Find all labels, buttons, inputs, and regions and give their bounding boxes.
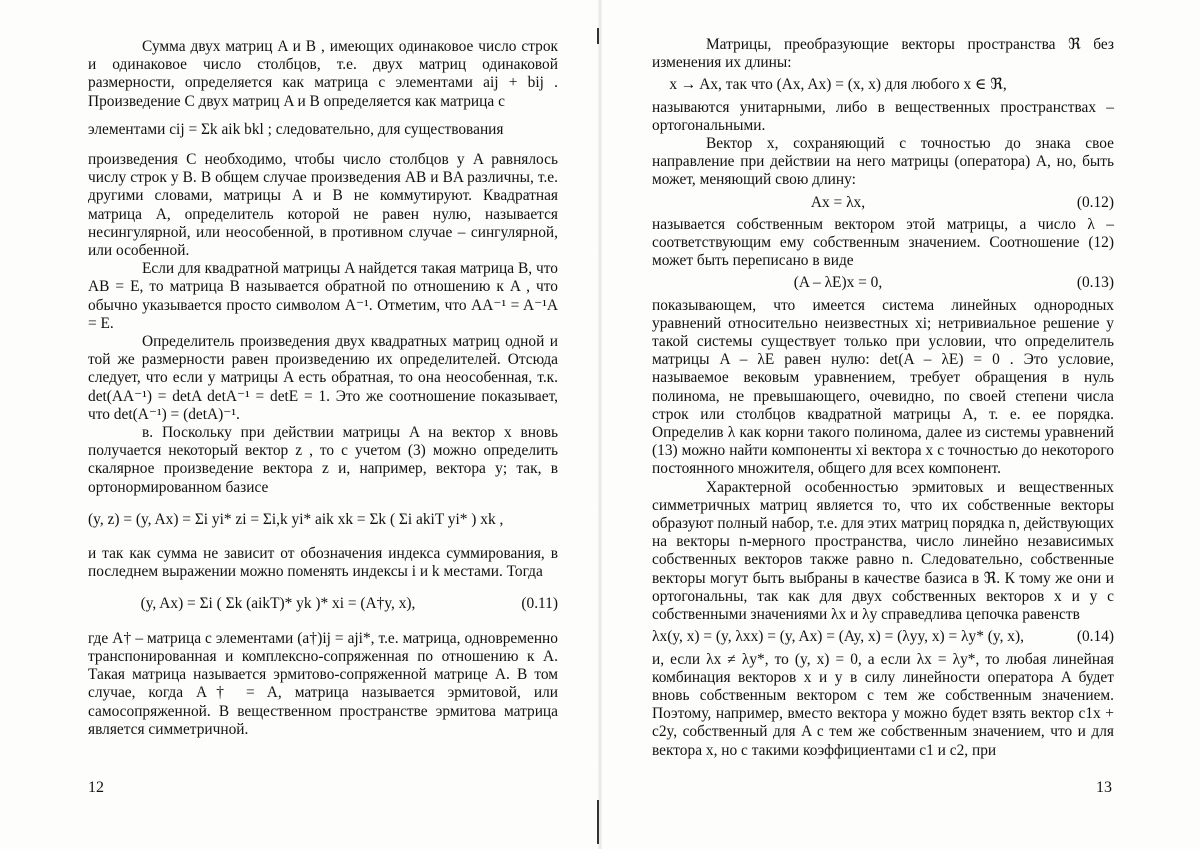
page-number-left: 12 [88, 779, 104, 796]
paragraph: Характерной особенностью эрмитовых и вещественных симметричных матриц является то, что их собственные векторы образуют полный набор, т.е. для этих матриц порядка n, действующих на векторы n-мерного пространства, число линейно независимых собственных векторов также равно n. Следовательно, собственные векторы могут быть выбраны в качестве базиса в ℜ. К тому же они и ортогональны, так как для двух собственных векторов x и y с собственными значениями λx и λy справедлива цепочка равенств [652, 478, 1114, 624]
formula-text: (y, Ax) = Σi ( Σk (aikT)* yk )* xi = (A†y, x), [140, 595, 416, 613]
paragraph: Определитель произведения двух квадратных матриц одной и той же размерности равен произведению их определителей. Отсюда следует, что если у матрицы A есть обратная, то она неособенная, т.к. det(AA⁻¹) = detA detA⁻¹ = detE = 1. Это же соотношение показывает, что det(A⁻¹) = (detA)⁻¹. [88, 333, 558, 423]
equation-number: (0.12) [1076, 193, 1114, 211]
formula-text: x → Ax, так что (Ax, Ax) = (x, x) для любого x ∈ ℜ, [669, 76, 1007, 94]
page-right [602, 0, 1200, 849]
formula-text: элементами cij = Σk aik bkl ; следовательно, для существования [88, 120, 504, 138]
formula [652, 274, 1114, 292]
paragraph: Сумма двух матриц A и B , имеющих одинаковое число строк и одинаковое число столбцов, т.е. двух матриц одинаковой размерности, определяется как матрица с элементами aij + bij . Произведение C двух матриц A и B определяется как матрица с [88, 38, 558, 110]
formula [652, 76, 1114, 94]
formula-text: (A – λE)x = 0, [793, 274, 883, 292]
formula-text: λx(y, x) = (y, λxx) = (y, Ax) = (Ay, x) = (λyy, x) = λy* (y, x), [652, 628, 1024, 646]
formula [652, 628, 1114, 646]
paragraph: называются унитарными, либо в вещественных пространствах – ортогональными. [652, 98, 1114, 134]
paragraph: показывающем, что имеется система линейных однородных уравнений относительно неизвестных xi; нетривиальное решение у такой системы существует только при условии, что определитель матрицы A – λE равен нулю: det(A – λE) = 0 . Это условие, называемое вековым уравнением, требует обращения в нуль полинома, не превышающего, очевидно, по своей степени числа строк или столбцов квадратной матрицы A, т. е. ее порядка. Определив λ как корни такого полинома, далее из системы уравнений (13) можно найти компоненты xi вектора x с точностью до некоторого постоянного множителя, общего для всех компонент. [652, 296, 1114, 478]
paragraph: где A† – матрица с элементами (a†)ij = aji*, т.е. матрица, одновременно транспонированная и комплексно-сопряженная по отношению к A. Такая матрица называется эрмитово-сопряженной матрице A. В том случае, когда A† = A, матрица называется эрмитовой, или самосопряженной. В вещественном пространстве эрмитова матрица является симметричной. [88, 629, 558, 738]
equation-number: (0.14) [1076, 628, 1114, 646]
page-number-right: 13 [1096, 779, 1112, 796]
paragraph: называется собственным вектором этой матрицы, а число λ – соответствующим ему собственным значением. Соотношение (12) может быть переписано в виде [652, 215, 1114, 270]
paragraph: и, если λx ≠ λy*, то (y, x) = 0, а если λx = λy*, то любая линейная комбинация векторов x и y в силу линейности оператора A будет вновь собственным вектором с тем же собственным значением. Поэтому, например, вместо вектора y можно будет взять вектор c1x + c2y, собственный для A с тем же собственным значением, что и для вектора x, но с такими коэффициентами c1 и c2, при [652, 650, 1114, 759]
page-left [0, 0, 598, 849]
paragraph: в. Поскольку при действии матрицы A на вектор x вновь получается некоторый вектор z , то с учетом (3) можно определить скалярное произведение вектора z и, например, вектора y; так, в ортонормированном базисе [88, 424, 558, 496]
formula [88, 121, 558, 139]
formula [88, 511, 558, 529]
spine-mark-bottom [597, 800, 599, 844]
equation-number: (0.11) [521, 595, 558, 613]
formula [88, 595, 558, 613]
paragraph: Если для квадратной матрицы A найдется такая матрица B, что AB = E, то матрица B называется обратной по отношению к A , что обычно указывается просто символом A⁻¹. Отметим, что AA⁻¹ = A⁻¹A = E. [88, 260, 558, 332]
formula [652, 194, 1114, 212]
formula-text: (y, z) = (y, Ax) = Σi yi* zi = Σi,k yi* aik xk = Σk ( Σi akiT yi* ) xk , [88, 510, 504, 528]
page-right-text [652, 36, 1114, 760]
spine-mark-top [597, 28, 599, 44]
paragraph: произведения C необходимо, чтобы число столбцов у A равнялось числу строк у B. В общем случае произведения AB и BA различны, т.е. другими словами, матрицы A и B не коммутируют. Квадратная матрица A, определитель которой не равен нулю, называется несингулярной, или неособенной, в противном случае – сингулярной, или особенной. [88, 151, 558, 260]
paragraph: Вектор x, сохраняющий с точностью до знака свое направление при действии на него матрицы (оператора) A, но, быть может, меняющий свою длину: [652, 135, 1114, 189]
equation-number: (0.13) [1076, 274, 1114, 292]
paragraph: и так как сумма не зависит от обозначения индекса суммирования, в последнем выражении можно поменять индексы i и k местами. Тогда [88, 545, 558, 581]
page-left-text [88, 38, 558, 739]
paragraph: Матрицы, преобразующие векторы пространства ℜ без изменения их длины: [652, 36, 1114, 72]
formula-text: Ax = λx, [810, 193, 866, 211]
